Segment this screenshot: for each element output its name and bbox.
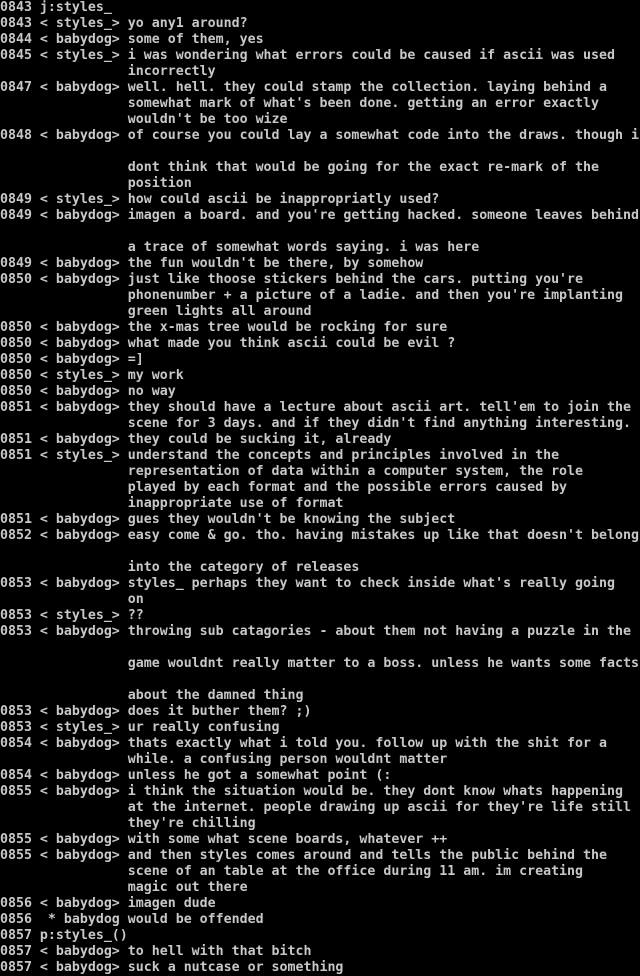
log-line: game wouldnt really matter to a boss. unless he wants some facts [0,656,639,671]
log-line: 0847 < babydog> well. hell. they could stamp the collection. laying behind a [0,80,607,95]
log-line: 0845 < styles_> i was wondering what errors could be caused if ascii was used [0,48,615,63]
log-line: 0850 < styles_> my work [0,368,184,383]
log-line: position [0,176,192,191]
log-line: green lights all around [0,304,312,319]
log-line: incorrectly [0,64,216,79]
log-line: 0844 < babydog> some of them, yes [0,32,264,47]
log-line: somewhat mark of what's been done. getting an error exactly [0,96,599,111]
log-line: 0843 j:styles_ [0,0,112,15]
log-line: 0850 < babydog> just like thoose stickers behind the cars. putting you're [0,272,584,287]
log-line: 0851 < styles_> understand the concepts and principles involved in the [0,448,560,463]
log-line: into the category of releases [0,560,360,575]
log-line: 0848 < babydog> of course you could lay a somewhat code into the draws. though i [0,128,639,143]
log-line: scene of an table at the office during 11 am. im creating [0,864,584,879]
log-line: 0852 < babydog> easy come & go. tho. having mistakes up like that doesn't belong [0,528,639,543]
log-line: inappropriate use of format [0,496,344,511]
log-line: 0849 < babydog> imagen a board. and you're getting hacked. someone leaves behind [0,208,639,223]
log-line: at the internet. people drawing up ascii for they're life still [0,800,631,815]
log-line: 0854 < babydog> unless he got a somewhat point (: [0,768,392,783]
log-line: wouldn't be too wize [0,112,288,127]
log-line: 0850 < babydog> what made you think ascii could be evil ? [0,336,456,351]
log-line: 0856 < babydog> imagen dude [0,896,216,911]
log-line: magic out there [0,880,248,895]
log-line: 0855 < babydog> with some what scene boards, whatever ++ [0,832,448,847]
log-line: 0850 < babydog> no way [0,384,176,399]
log-line: 0843 < styles_> yo any1 around? [0,16,248,31]
log-line [0,672,640,688]
log-line: 0853 < styles_> ?? [0,608,144,623]
log-line: 0850 < babydog> the x-mas tree would be rocking for sure [0,320,448,335]
log-line: scene for 3 days. and if they didn't find anything interesting. [0,416,631,431]
log-line: 0857 p:styles_() [0,928,128,943]
log-line: 0853 < babydog> does it buther them? ;) [0,704,312,719]
log-line: 0853 < babydog> throwing sub catagories - about them not having a puzzle in the [0,624,631,639]
log-line: 0851 < babydog> they should have a lecture about ascii art. tell'em to join the [0,400,631,415]
log-line: they're chilling [0,816,256,831]
log-line: 0849 < styles_> how could ascii be inappropriatly used? [0,192,440,207]
log-line: played by each format and the possible errors caused by [0,480,568,495]
log-line: phonenumber + a picture of a ladie. and then you're implanting [0,288,623,303]
log-line: 0857 < babydog> suck a nutcase or something [0,960,344,975]
log-line: 0854 < babydog> thats exactly what i told you. follow up with the shit for a [0,736,607,751]
log-line [0,544,640,560]
log-line: about the damned thing [0,688,304,703]
log-line: dont think that would be going for the exact re-mark of the [0,160,599,175]
log-line [0,144,640,160]
log-line: 0850 < babydog> =] [0,352,144,367]
log-line: 0857 < babydog> to hell with that bitch [0,944,312,959]
log-line: 0855 < babydog> i think the situation would be. they dont know whats happening [0,784,623,799]
log-line: 0851 < babydog> gues they wouldn't be knowing the subject [0,512,456,527]
log-line: on [0,592,144,607]
log-line: 0855 < babydog> and then styles comes around and tells the public behind the [0,848,607,863]
log-line [0,224,640,240]
log-line: while. a confusing person wouldnt matter [0,752,448,767]
log-line: 0849 < babydog> the fun wouldn't be there, by somehow [0,256,424,271]
log-line: 0853 < styles_> ur really confusing [0,720,280,735]
log-line: 0856 * babydog would be offended [0,912,264,927]
log-line: a trace of somewhat words saying. i was here [0,240,480,255]
log-line: 0853 < babydog> styles_ perhaps they want to check inside what's really going [0,576,615,591]
log-line: 0851 < babydog> they could be sucking it, already [0,432,392,447]
log-line [0,640,640,656]
log-line: representation of data within a computer system, the role [0,464,584,479]
